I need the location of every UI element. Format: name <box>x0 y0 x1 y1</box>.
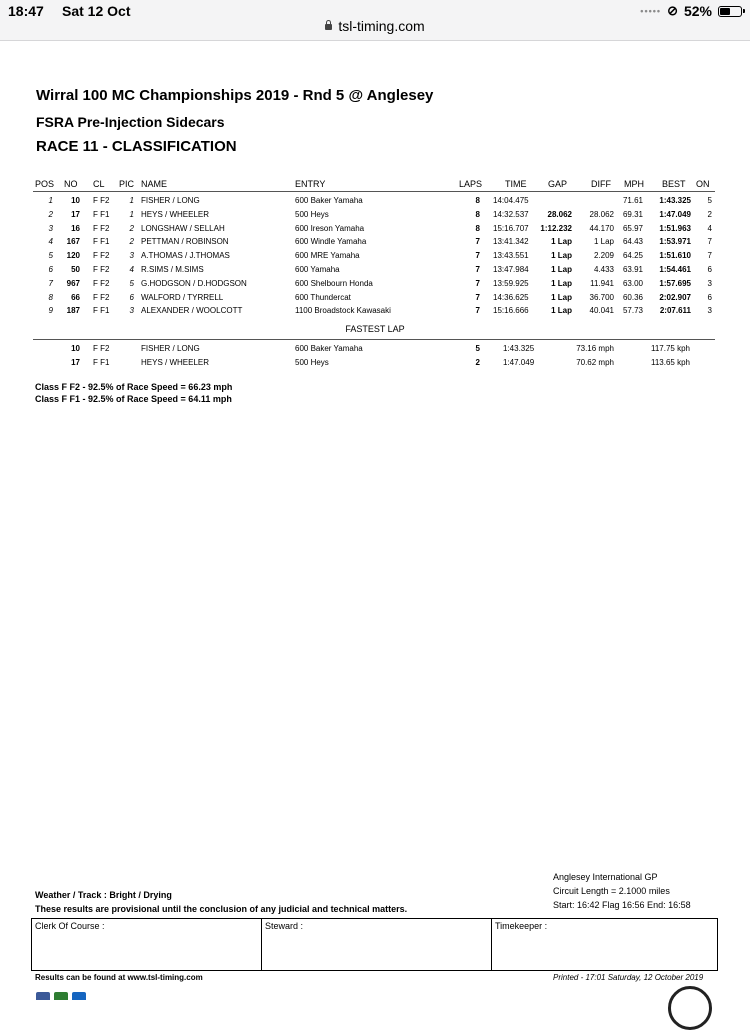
result-diff: 44.170 <box>589 223 614 233</box>
header-entry: ENTRY <box>295 179 326 189</box>
result-on: 7 <box>707 251 712 261</box>
result-laps: 8 <box>475 223 480 233</box>
result-cl: F F1 <box>93 209 110 219</box>
result-best: 1:54.461 <box>659 265 691 274</box>
results-link[interactable]: Results can be found at www.tsl-timing.com <box>35 973 203 982</box>
header-pic: PIC <box>119 179 135 189</box>
result-name: G.HODGSON / D.HODGSON <box>141 278 247 288</box>
result-pic: 3 <box>129 251 134 261</box>
result-no: 50 <box>71 265 80 274</box>
result-mph: 60.36 <box>622 292 643 302</box>
result-on: 5 <box>707 196 712 205</box>
fastest-lap-no: 17 <box>71 357 80 367</box>
result-time: 13:43.551 <box>493 251 529 261</box>
result-diff: 28.062 <box>589 209 614 219</box>
status-bar <box>0 0 750 41</box>
result-diff: 1 Lap <box>593 237 614 247</box>
result-time: 13:47.984 <box>493 265 529 274</box>
address-bar[interactable] <box>0 18 750 34</box>
result-best: 1:51.963 <box>659 223 691 233</box>
result-best: 2:07.611 <box>659 306 691 316</box>
status-indicators <box>640 3 742 19</box>
result-name: A.THOMAS / J.THOMAS <box>141 251 230 261</box>
result-entry: 600 Shelbourn Honda <box>295 278 373 288</box>
result-laps: 7 <box>475 306 480 316</box>
result-name: WALFORD / TYRRELL <box>141 292 224 302</box>
result-best: 1:57.695 <box>659 278 691 288</box>
result-entry: 600 Windle Yamaha <box>295 237 367 247</box>
status-time: 18:47 <box>8 3 44 19</box>
result-pos: 3 <box>48 223 53 233</box>
result-laps: 7 <box>475 237 480 247</box>
result-best: 1:53.971 <box>659 237 691 247</box>
result-entry: 600 Thundercat <box>295 292 351 302</box>
circuit-length: Circuit Length = 2.1000 miles <box>553 886 670 896</box>
fastest-lap-time: 1:43.325 <box>503 344 535 353</box>
result-cl: F F2 <box>93 278 110 288</box>
battery-icon <box>718 6 742 17</box>
result-cl: F F2 <box>93 196 110 205</box>
result-name: HEYS / WHEELER <box>141 209 210 219</box>
header-mph: MPH <box>624 179 644 189</box>
steward-label: Steward : <box>265 921 304 931</box>
header-diff: DIFF <box>591 179 611 189</box>
sponsor-logo-icon-3 <box>72 992 86 1000</box>
result-time: 15:16.707 <box>493 223 529 233</box>
printed-timestamp: Printed - 17:01 Saturday, 12 October 2019 <box>553 973 704 982</box>
result-on: 3 <box>707 278 712 288</box>
fastest-lap-cl: F F1 <box>93 357 110 367</box>
weather-track: Weather / Track : Bright / Drying <box>35 890 172 900</box>
result-mph: 57.73 <box>622 306 643 316</box>
result-pos: 8 <box>48 292 53 302</box>
result-best: 1:43.325 <box>659 196 691 205</box>
sponsor-logo-icon <box>36 992 50 1000</box>
result-diff: 40.041 <box>589 306 614 316</box>
result-mph: 65.97 <box>622 223 643 233</box>
fastest-lap-time: 1:47.049 <box>503 357 535 367</box>
race-times: Start: 16:42 Flag 16:56 End: 16:58 <box>553 900 691 910</box>
result-pos: 2 <box>48 209 53 219</box>
fastest-lap-name: FISHER / LONG <box>141 344 200 353</box>
battery-percent: 52% <box>683 3 712 19</box>
result-pic: 4 <box>129 265 134 274</box>
fastest-lap-mph: 73.16 mph <box>576 344 614 353</box>
result-name: ALEXANDER / WOOLCOTT <box>141 306 243 316</box>
result-pic: 1 <box>129 209 134 219</box>
result-laps: 8 <box>475 196 480 205</box>
result-on: 2 <box>707 209 712 219</box>
result-mph: 64.43 <box>622 237 643 247</box>
result-laps: 7 <box>475 292 480 302</box>
result-mph: 69.31 <box>622 209 643 219</box>
timekeeper-label: Timekeeper : <box>495 921 548 931</box>
result-name: PETTMAN / ROBINSON <box>141 237 229 247</box>
wifi-icon: ⊘ <box>667 3 678 18</box>
header-gap: GAP <box>548 179 568 189</box>
result-diff: 36.700 <box>589 292 614 302</box>
result-pic: 2 <box>129 237 134 247</box>
result-pos: 9 <box>48 306 53 316</box>
race-title: RACE 11 - CLASSIFICATION <box>36 138 237 155</box>
result-best: 1:47.049 <box>659 209 691 219</box>
fastest-lap-title: FASTEST LAP <box>345 324 405 334</box>
result-entry: 1100 Broadstock Kawasaki <box>295 306 391 316</box>
result-no: 120 <box>66 251 80 261</box>
result-pic: 1 <box>129 196 134 205</box>
result-no: 167 <box>66 237 80 247</box>
battery-fill <box>720 8 730 15</box>
result-on: 3 <box>707 306 712 316</box>
clerk-of-course-label: Clerk Of Course : <box>35 921 105 931</box>
result-diff: 11.941 <box>590 278 614 288</box>
result-pos: 4 <box>48 237 53 247</box>
result-laps: 7 <box>475 251 480 261</box>
fastest-lap-kph: 113.65 kph <box>651 357 690 367</box>
result-pic: 6 <box>129 292 134 302</box>
header-pos: POS <box>35 179 55 189</box>
result-time: 13:41.342 <box>493 237 529 247</box>
result-gap: 1:12.232 <box>540 223 572 233</box>
class-title: FSRA Pre-Injection Sidecars <box>36 114 225 130</box>
result-laps: 8 <box>475 209 480 219</box>
result-entry: 600 Baker Yamaha <box>295 196 363 205</box>
result-on: 7 <box>707 237 712 247</box>
status-date: Sat 12 Oct <box>62 3 131 19</box>
result-entry: 600 Ireson Yamaha <box>295 223 365 233</box>
url-text: tsl-timing.com <box>338 18 425 34</box>
result-gap: 1 Lap <box>551 237 572 247</box>
event-title: Wirral 100 MC Championships 2019 - Rnd 5 @ Anglesey <box>36 87 434 104</box>
header-time: TIME <box>505 179 527 189</box>
result-pic: 5 <box>129 278 134 288</box>
result-cl: F F2 <box>93 251 110 261</box>
fastest-lap-lap: 5 <box>475 344 480 353</box>
result-mph: 63.00 <box>622 278 643 288</box>
header-name: NAME <box>141 179 168 189</box>
result-no: 16 <box>71 223 80 233</box>
result-time: 14:36.625 <box>493 292 529 302</box>
officials-divider-1 <box>261 918 262 971</box>
result-pos: 5 <box>48 251 53 261</box>
result-gap: 1 Lap <box>551 278 572 288</box>
result-no: 967 <box>66 278 80 288</box>
result-gap: 1 Lap <box>551 251 572 261</box>
result-diff: 4.433 <box>593 265 614 274</box>
result-no: 10 <box>71 196 80 205</box>
result-pos: 7 <box>48 278 53 288</box>
header-cl: CL <box>93 179 105 189</box>
class-speed-f1: Class F F1 - 92.5% of Race Speed = 64.11 mph <box>35 394 232 404</box>
result-gap: 1 Lap <box>551 265 572 274</box>
result-name: LONGSHAW / SELLAH <box>141 223 225 233</box>
result-entry: 500 Heys <box>295 209 329 219</box>
results-document <box>0 41 750 1000</box>
result-name: FISHER / LONG <box>141 196 200 205</box>
result-mph: 64.25 <box>622 251 643 261</box>
sponsor-logo-icon-2 <box>54 992 68 1000</box>
result-entry: 600 MRE Yamaha <box>295 251 360 261</box>
header-laps: LAPS <box>459 179 483 189</box>
result-pic: 3 <box>129 306 134 316</box>
result-time: 15:16.666 <box>493 306 529 316</box>
fastest-lap-lap: 2 <box>475 357 480 367</box>
officials-divider-2 <box>491 918 492 971</box>
fastest-lap-cl: F F2 <box>93 344 110 353</box>
officials-box <box>31 918 718 971</box>
result-pos: 6 <box>48 265 53 274</box>
header-divider <box>33 191 715 192</box>
result-on: 6 <box>707 265 712 274</box>
result-mph: 71.61 <box>622 196 643 205</box>
result-time: 14:04.475 <box>493 196 529 205</box>
result-time: 13:59.925 <box>493 278 529 288</box>
result-time: 14:32.537 <box>493 209 529 219</box>
fastest-lap-divider <box>33 339 715 340</box>
lock-icon <box>325 24 332 30</box>
signal-dots-icon: ••••• <box>640 6 662 16</box>
header-on: ON <box>696 179 710 189</box>
result-best: 1:51.610 <box>659 251 691 261</box>
result-cl: F F2 <box>93 265 110 274</box>
result-no: 17 <box>71 209 80 219</box>
result-gap: 28.062 <box>547 209 572 219</box>
result-on: 4 <box>707 223 712 233</box>
result-no: 66 <box>71 292 80 302</box>
fastest-lap-entry: 500 Heys <box>295 357 329 367</box>
header-no: NO <box>64 179 78 189</box>
result-gap: 1 Lap <box>551 292 572 302</box>
circuit-badge-icon <box>668 986 712 1030</box>
provisional-note: These results are provisional until the conclusion of any judicial and technical matters. <box>35 904 408 914</box>
result-laps: 7 <box>475 278 480 288</box>
result-name: R.SIMS / M.SIMS <box>141 265 204 274</box>
result-pos: 1 <box>48 196 53 205</box>
fastest-lap-no: 10 <box>71 344 80 353</box>
fastest-lap-entry: 600 Baker Yamaha <box>295 344 363 353</box>
result-best: 2:02.907 <box>659 292 691 302</box>
header-best: BEST <box>662 179 686 189</box>
result-mph: 63.91 <box>622 265 643 274</box>
result-gap: 1 Lap <box>551 306 572 316</box>
fastest-lap-name: HEYS / WHEELER <box>141 357 210 367</box>
result-diff: 2.209 <box>593 251 614 261</box>
circuit-name: Anglesey International GP <box>553 872 658 882</box>
result-cl: F F2 <box>93 223 110 233</box>
result-cl: F F2 <box>93 292 110 302</box>
result-no: 187 <box>66 306 80 316</box>
result-laps: 7 <box>475 265 480 274</box>
fastest-lap-kph: 117.75 kph <box>651 344 690 353</box>
result-entry: 600 Yamaha <box>295 265 340 274</box>
result-on: 6 <box>707 292 712 302</box>
result-pic: 2 <box>129 223 134 233</box>
fastest-lap-mph: 70.62 mph <box>576 357 614 367</box>
class-speed-f2: Class F F2 - 92.5% of Race Speed = 66.23 mph <box>35 382 233 392</box>
result-cl: F F1 <box>93 237 110 247</box>
result-cl: F F1 <box>93 306 110 316</box>
